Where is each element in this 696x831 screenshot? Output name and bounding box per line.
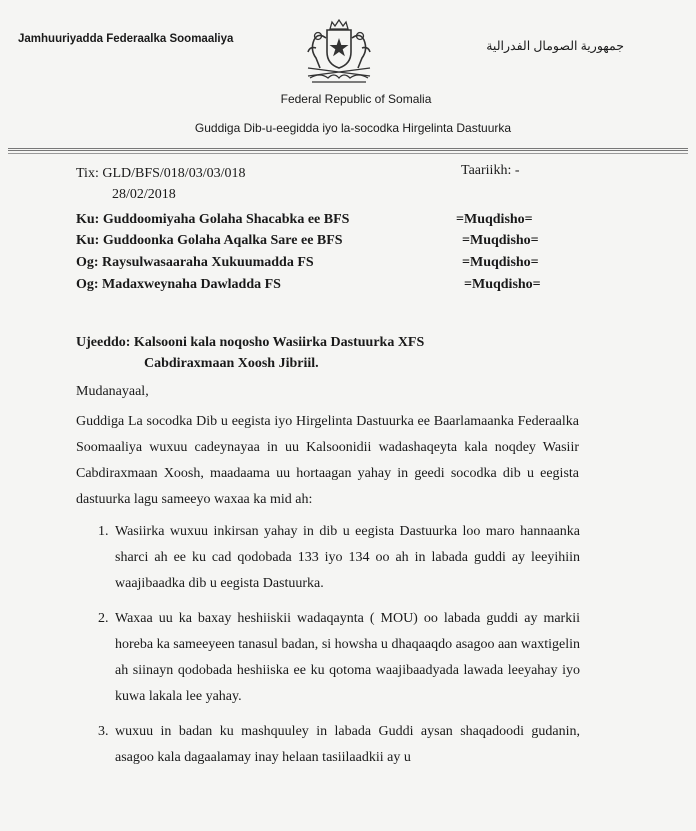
addressee-name: Ku: Guddoomiyaha Golaha Shacabka ee BFS — [76, 212, 350, 227]
list-item — [98, 519, 580, 597]
divider-line — [8, 148, 688, 149]
intro-paragraph: Guddiga La socodka Dib u eegista iyo Hirgelinta Dastuurka ee Baarlamaanka Federaalka Soomaaliya wuxuu cadeynayaa in uu Kalsoonidii wadashaqeyta kala noqdey Wasiir Cabdiraxmaan Xoosh, maadaama uu hortaagan yahay in geedi socodka dib u eegista dastuurka lagu sameeyo waxaa ka mid ah: — [76, 414, 579, 507]
list-item-text: Wasiirka wuxuu inkirsan yahay in dib u eegista Dastuurka loo maro hannaanka sharci ah ee ku cad qodobada 133 iyo 134 oo ah in labada guddi ay leeyihiin waajibaadka dib u eegista Dastuurka. — [115, 524, 580, 591]
addressee-name: Og: Madaxweynaha Dawladda FS — [76, 277, 281, 292]
addressee-city: =Muqdisho= — [464, 277, 541, 292]
addressee-city: =Muqdisho= — [456, 212, 533, 227]
salutation: Mudanayaal, — [76, 384, 149, 399]
divider-line — [8, 153, 688, 154]
list-item-number: 3. — [98, 724, 109, 739]
subject-line-2: Cabdiraxmaan Xoosh Jibriil. — [144, 356, 319, 371]
committee-name: Guddiga Dib-u-eegidda iyo la-socodka Hirgelinta Dastuurka — [194, 121, 512, 135]
letter-date: 28/02/2018 — [112, 187, 176, 202]
list-item-text: Waxaa uu ka baxay heshiiskii wadaqaynta ( MOU) oo labada guddi ay markii horeba ka sameeyeen tanasul badan, si howsha u dhaqaaqdo asagoo aan waxtigelin ah siinayn qodobada heshiiska ee ku qotoma waajibaadyada lawada leeyahay iyo kuwa lakala lee yahay. — [115, 611, 580, 704]
taariikh-label: Taariikh: - — [461, 163, 520, 178]
addressee-name: Ku: Guddoonka Golaha Aqalka Sare ee BFS — [76, 233, 343, 248]
list-item-text: wuxuu in badan ku mashquuley in labada Guddi aysan shaqadoodi gudanin, asagoo kala dagaalamay inay helaan tasiilaadkii ay u — [115, 724, 580, 765]
list-item-number: 1. — [98, 524, 109, 539]
addressee-name: Og: Raysulwasaaraha Xukuumadda FS — [76, 255, 314, 270]
addressee-city: =Muqdisho= — [462, 233, 539, 248]
subject-block — [76, 332, 424, 374]
english-title: Federal Republic of Somalia — [280, 92, 432, 106]
header-right-arabic-text: جمهورية الصومال الفدرالية — [486, 39, 624, 53]
reference-block — [76, 163, 245, 205]
addressee-city: =Muqdisho= — [462, 255, 539, 270]
reference-number: Tix: GLD/BFS/018/03/03/018 — [76, 166, 246, 181]
points-list — [98, 519, 580, 780]
list-item-number: 2. — [98, 611, 109, 626]
header-left-text: Jamhuuriyadda Federaalka Soomaaliya — [18, 33, 234, 45]
list-item — [98, 719, 580, 771]
coat-of-arms-emblem — [300, 18, 378, 88]
divider-line — [8, 150, 688, 151]
list-item — [98, 606, 580, 710]
subject-line-1: Ujeeddo: Kalsooni kala noqosho Wasiirka Dastuurka XFS — [76, 335, 425, 350]
